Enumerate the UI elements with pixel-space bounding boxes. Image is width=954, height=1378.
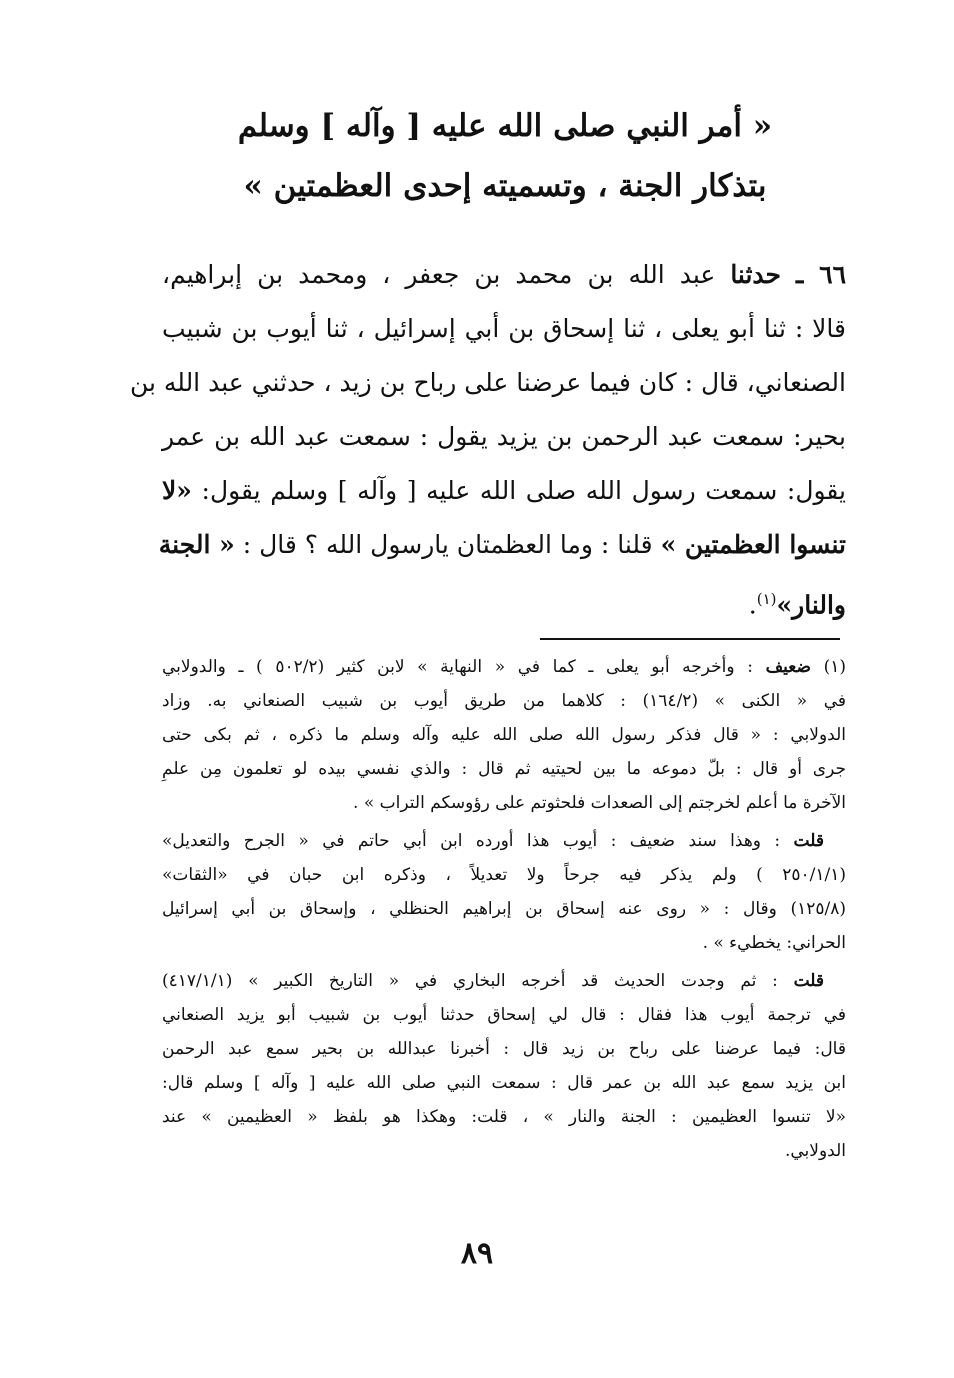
- note-qult-2-line-1: [162, 964, 846, 998]
- hadith-line-2: قالا : ثنا أبو يعلى ، ثنا إسحاق بن أبي إسرائيل ، ثنا أيوب بن شبيب: [162, 314, 846, 343]
- note-qult-2-line-5: «لا تنسوا العظيمين : الجنة والنار » ، قلت: وهكذا هو بلفظ « العظيمين » عند: [162, 1107, 846, 1127]
- hadith-number: ٦٦ ـ: [796, 260, 846, 289]
- hadith-answer-end: والنار»: [776, 590, 846, 620]
- hadith-line-1: [162, 248, 846, 302]
- hadith-line-1-text: عبد الله بن محمد بن جعفر ، ومحمد بن إبراهيم،: [162, 260, 716, 289]
- footnote-reference[interactable]: (١): [756, 590, 777, 608]
- hadith-line-6: [158, 518, 846, 572]
- footnotes: [162, 650, 846, 1168]
- hadith-line-3: الصنعاني، قال : كان فيما عرضنا على رباح بن زيد ، حدثني عبد الله بن: [129, 368, 846, 397]
- hadith-line-4: بحير: سمعت عبد الرحمن بن يزيد يقول : سمعت عبد الله بن عمر: [162, 422, 846, 451]
- note-qult-2-text: : ثم وجدت الحديث قد أخرجه البخاري في « التاريخ الكبير » (٤١٧/١/١): [162, 971, 778, 991]
- qult-label: قلت: [793, 831, 824, 851]
- footnote-1-text: : وأخرجه أبو يعلى ـ كما في « النهاية » لابن كثير (٥٠٢/٢ ) ـ والدولابي: [162, 657, 753, 677]
- note-qult-1-line-4: الحراني: يخطيء » .: [702, 933, 846, 953]
- note-qult-2-line-4: ابن يزيد سمع عبد الله بن عمر قال : سمعت النبي صلى الله عليه [ وآله ] وسلم قال:: [162, 1073, 846, 1093]
- page-number: ٨٩: [460, 1236, 494, 1271]
- note-qult-1-line-3: (١٢٥/٨) وقال : « روى عنه إسحاق بن إبراهيم الحنظلي ، وإسحاق بن أبي إسرائيل: [162, 899, 846, 919]
- footnote-1-line-3: الدولابي : « قال فذكر رسول الله صلى الله عليه وآله وسلم ما ذكره ، ثم بكى حتى: [162, 725, 846, 745]
- grading-label: ضعيف: [765, 657, 811, 677]
- chapter-heading: [160, 96, 850, 216]
- hadith-lead: حدثنا: [730, 260, 782, 289]
- heading-line-2: بتذكار الجنة ، وتسميته إحدى العظمتين »: [243, 168, 767, 204]
- note-qult-1-line-2: (٢٥٠/١/١ ) ولم يذكر فيه جرحاً ولا تعديلاً ، وذكره ابن حبان في «الثقات»: [162, 865, 846, 885]
- footnote-1-line-5: الآخرة ما أعلم لخرجتم إلى الصعدات فلحثوتم على رؤوسكم التراب » .: [353, 793, 846, 813]
- hadith-line-5: [162, 464, 846, 518]
- footnote-divider: [540, 638, 840, 640]
- hadith-line-5-text: يقول: سمعت رسول الله صلى الله عليه [ وآله ] وسلم يقول:: [201, 476, 847, 505]
- hadith-end-period: .: [748, 590, 757, 620]
- hadith-answer-start: « الجنة: [158, 530, 235, 559]
- note-qult-1-text: : وهذا سند ضعيف : أيوب هذا أورده ابن أبي حاتم في « الجرح والتعديل»: [162, 831, 781, 851]
- note-qult-2-line-2: في ترجمة أيوب هذا فقال : قال لي إسحاق حدثنا أيوب بن شبيب أبو يزيد الصنعاني: [162, 1005, 846, 1025]
- note-qult-2-line-6: الدولابي.: [784, 1141, 846, 1161]
- hadith-quote-start: «لا: [162, 476, 192, 505]
- footnote-1-line-4: جرى أو قال : بلّ دموعه ما بين لحيتيه ثم قال : والذي نفسي بيده لو تعلمون مِن علمِ: [162, 759, 846, 779]
- footnote-1-line-2: في « الكنى » (١٦٤/٢) : كلاهما من طريق أيوب بن شبيب الصنعاني به. وزاد: [162, 691, 846, 711]
- qult-label: قلت: [793, 971, 825, 991]
- footnote-1-marker: (١): [823, 657, 846, 677]
- footnote-1-line-1: [162, 650, 846, 684]
- hadith-text: [129, 248, 847, 632]
- heading-line-1: « أمر النبي صلى الله عليه [ وآله ] وسلم: [237, 108, 773, 144]
- note-qult-2-line-3: قال: فيما عرضنا على رباح بن زيد قال : أخبرنا عبدالله بن بحير سمع عبد الرحمن: [162, 1039, 846, 1059]
- hadith-line-7: [162, 572, 846, 632]
- hadith-quote-text: تنسوا العظمتين »: [660, 530, 846, 559]
- hadith-line-6-text: قلنا : وما العظمتان يارسول الله ؟ قال :: [242, 530, 653, 559]
- note-qult-1-line-1: [162, 824, 846, 858]
